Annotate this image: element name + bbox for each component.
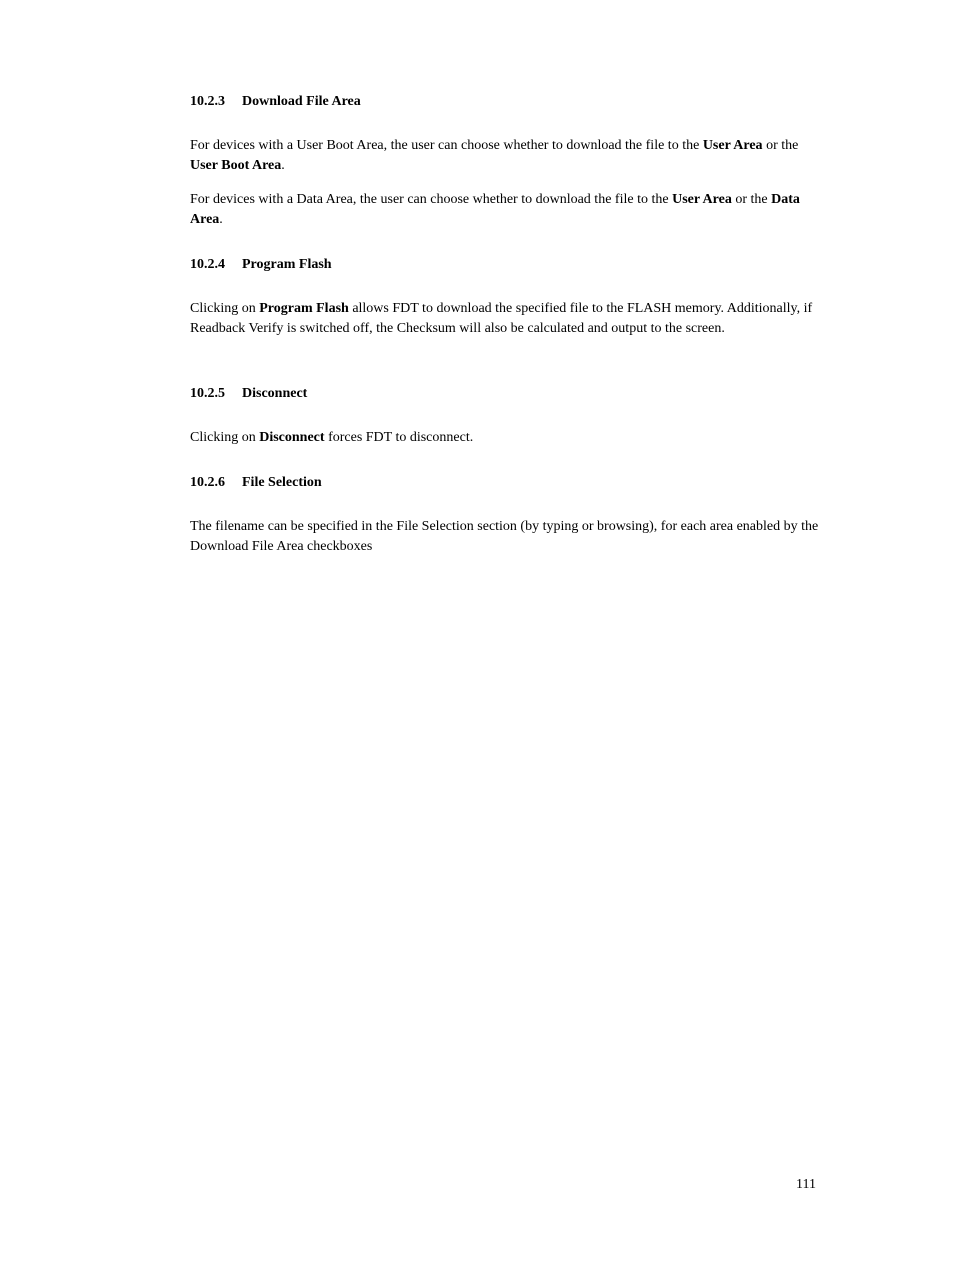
section-number: 10.2.3 [190,94,225,109]
bold-term-disconnect: Disconnect [259,430,325,445]
text-run: Clicking on [190,430,260,445]
text-run: . [219,211,223,227]
section-title: File Selection [242,475,322,490]
text-run: allows FDT to download the specified file to the FLASH memory. Additionally, if Readback Verify is switched off, the Checksum will also be calculated and output to the screen. [190,301,813,336]
section-number: 10.2.5 [190,386,225,401]
section-heading-10-2-5 [190,384,820,404]
section-number: 10.2.6 [190,475,225,490]
bold-term-user-area: User Area [672,192,732,207]
section-heading-10-2-6 [190,473,820,493]
paragraph-file-selection [190,517,820,556]
section-number: 10.2.4 [190,257,225,272]
section-heading-10-2-3 [190,92,820,112]
bold-term-data-area: Data Area [190,192,800,227]
section-title: Download File Area [242,94,361,109]
bold-term-program-flash: Program Flash [259,301,349,316]
page-number: 111 [796,1177,816,1192]
section-heading-10-2-4 [190,255,820,275]
bold-term-user-area: User Area [702,138,763,153]
text-run: or the [762,138,799,153]
text-run: forces FDT to disconnect. [324,430,474,445]
text-run: or the [731,192,772,207]
section-title: Program Flash [242,257,332,272]
paragraph-program-flash [190,299,820,338]
paragraph-data-area [190,190,820,229]
text-run: The filename can be specified in the File Selection section (by typing or browsing), for each area enabled by the Download File Area checkboxes [190,519,819,554]
bold-term-user-boot-area: User Boot Area [190,157,282,173]
section-title: Disconnect [242,386,308,401]
text-run: Clicking on [190,301,260,316]
text-run: For devices with a User Boot Area, the user can choose whether to download the file to the [190,138,703,153]
paragraph-user-boot-area [190,136,820,175]
paragraph-disconnect [190,428,820,448]
text-run: . [281,157,285,173]
text-run: For devices with a Data Area, the user can choose whether to download the file to the [190,192,673,207]
